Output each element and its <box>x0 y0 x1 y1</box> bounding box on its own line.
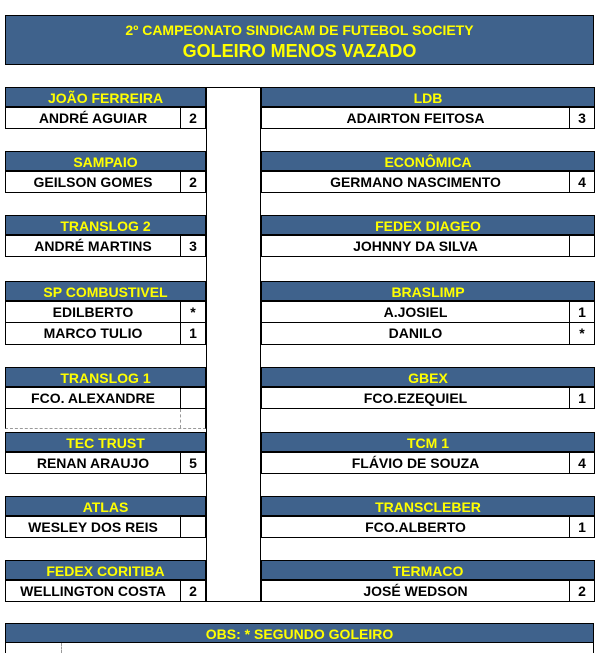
goalkeeper-name: ADAIRTON FEITOSA <box>346 110 485 126</box>
goalkeeper-row <box>5 107 206 129</box>
goalkeeper-name: ANDRÉ AGUIAR <box>38 110 148 126</box>
blank-cell <box>180 409 205 428</box>
goalkeeper-name: A.JOSIEL <box>383 304 448 320</box>
goals-conceded <box>569 236 594 256</box>
goalkeeper-row <box>5 171 206 193</box>
goalkeeper-name: FCO. ALEXANDRE <box>31 390 155 406</box>
goalkeeper-row <box>5 452 206 474</box>
goals-conceded: 2 <box>180 172 205 192</box>
team-header: TRANSLOG 2 <box>5 215 206 235</box>
goals-conceded: 1 <box>569 302 594 322</box>
team-header: SAMPAIO <box>5 151 206 171</box>
goals-conceded: 1 <box>569 388 594 408</box>
team-header: LDB <box>261 87 595 107</box>
goalkeeper-row <box>5 387 206 409</box>
team-header: JOÃO FERREIRA <box>5 87 206 107</box>
goalkeeper-row <box>261 580 595 602</box>
team-header: SP COMBUSTIVEL <box>5 281 206 301</box>
goals-conceded: 1 <box>569 517 594 537</box>
goalkeeper-name: FCO.EZEQUIEL <box>363 390 468 406</box>
goals-conceded: 3 <box>180 236 205 256</box>
goalkeeper-row <box>5 580 206 602</box>
team-header: TRANSCLEBER <box>261 496 595 516</box>
goalkeeper-name: ANDRÉ MARTINS <box>34 238 152 254</box>
goals-conceded <box>180 517 205 537</box>
goalkeeper-row <box>261 452 595 474</box>
team-header: BRASLIMP <box>261 281 595 301</box>
goalkeeper-name: GERMANO NASCIMENTO <box>330 174 501 190</box>
page-header <box>5 15 594 65</box>
goals-conceded: 3 <box>569 108 594 128</box>
team-header: ECONÔMICA <box>261 151 595 171</box>
goals-conceded: 5 <box>180 453 205 473</box>
goalkeeper-name: GEILSON GOMES <box>33 174 153 190</box>
goals-conceded <box>180 388 205 408</box>
goalkeeper-row <box>261 387 595 409</box>
goalkeeper-name: JOHNNY DA SILVA <box>353 238 478 254</box>
goalkeeper-row <box>5 301 206 323</box>
goals-conceded: 2 <box>180 108 205 128</box>
goalkeeper-name: EDILBERTO <box>52 304 134 320</box>
team-header: FEDEX DIAGEO <box>261 215 595 235</box>
goalkeeper-name: FLÁVIO DE SOUZA <box>351 455 480 471</box>
goalkeeper-name: RENAN ARAUJO <box>36 455 150 471</box>
footer-note: OBS: * SEGUNDO GOLEIRO <box>5 623 594 643</box>
goals-conceded: 4 <box>569 453 594 473</box>
goalkeeper-row <box>5 516 206 538</box>
blank-row <box>5 409 206 429</box>
goalkeeper-row <box>261 516 595 538</box>
team-header: TRANSLOG 1 <box>5 367 206 387</box>
goals-conceded: 2 <box>569 581 594 601</box>
championship-title: 2º CAMPEONATO SINDICAM DE FUTEBOL SOCIETY <box>125 22 474 38</box>
team-header: FEDEX CORITIBA <box>5 560 206 580</box>
blank-cell <box>6 409 180 428</box>
goalkeeper-name: MARCO TULIO <box>43 325 143 341</box>
team-header: ATLAS <box>5 496 206 516</box>
team-header: GBEX <box>261 367 595 387</box>
team-header: TERMACO <box>261 560 595 580</box>
goalkeeper-row <box>5 323 206 345</box>
column-divider <box>206 87 261 602</box>
footer-blank-row <box>5 643 594 653</box>
goals-conceded: 1 <box>180 323 205 344</box>
goalkeeper-row <box>5 235 206 257</box>
goalkeeper-row <box>261 107 595 129</box>
goals-conceded: * <box>180 302 205 322</box>
goalkeeper-row <box>261 171 595 193</box>
team-header: TEC TRUST <box>5 432 206 452</box>
category-title: GOLEIRO MENOS VAZADO <box>182 41 417 61</box>
goalkeeper-name: WESLEY DOS REIS <box>28 519 158 535</box>
goalkeeper-name: JOSÉ WEDSON <box>363 583 468 599</box>
goalkeeper-name: WELLINGTON COSTA <box>20 583 166 599</box>
goalkeeper-row <box>261 301 595 323</box>
team-header: TCM 1 <box>261 432 595 452</box>
goals-conceded: 4 <box>569 172 594 192</box>
goals-conceded: * <box>569 323 594 344</box>
goalkeeper-name: FCO.ALBERTO <box>365 519 466 535</box>
goalkeeper-row <box>261 323 595 345</box>
goalkeeper-name: DANILO <box>388 325 443 341</box>
goals-conceded: 2 <box>180 581 205 601</box>
goalkeeper-row <box>261 235 595 257</box>
